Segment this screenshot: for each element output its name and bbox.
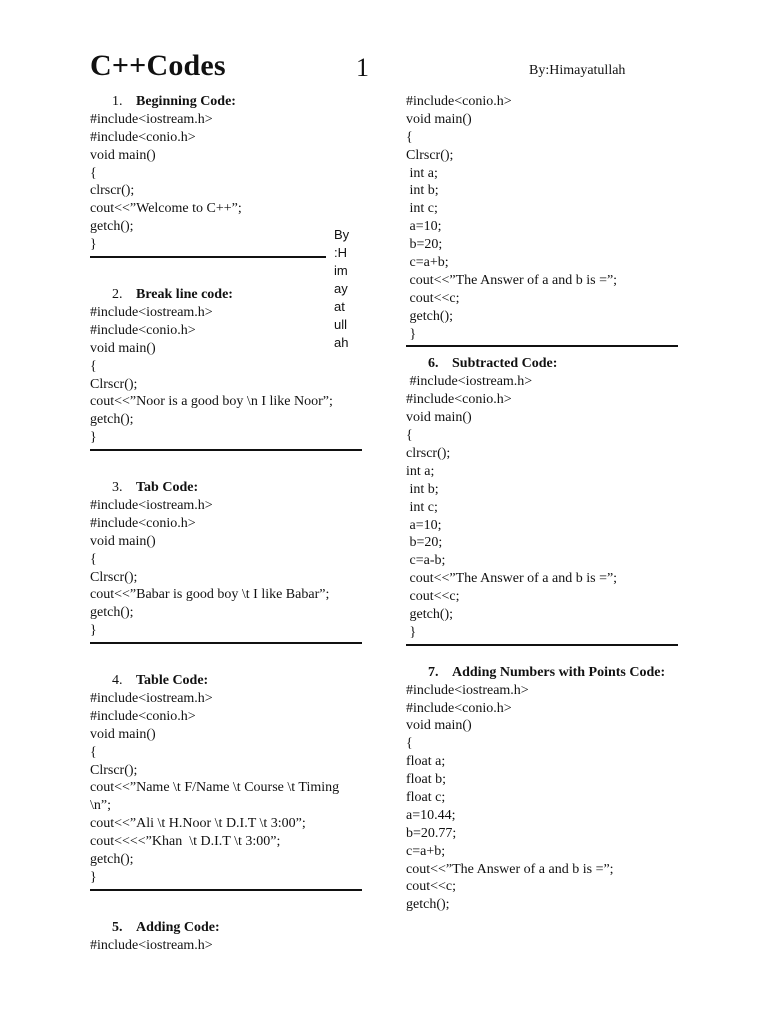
code-line: int b;	[406, 183, 439, 199]
side-note-fragment: ay	[334, 281, 348, 296]
code-line: int a;	[406, 165, 438, 181]
code-line: {	[90, 744, 97, 760]
code-line: getch();	[406, 606, 454, 622]
code-line: #include<iostream.h>	[90, 304, 213, 320]
code-line: void main()	[90, 726, 156, 742]
code-line: Clrscr();	[406, 147, 454, 163]
section-number: 6.	[428, 356, 439, 372]
code-line: b=20.77;	[406, 825, 457, 841]
code-line: void main()	[90, 147, 156, 163]
code-line: {	[90, 165, 97, 181]
code-line: #include<conio.h>	[90, 708, 196, 724]
section-heading-tab	[90, 479, 362, 497]
code-line: #include<conio.h>	[406, 392, 512, 408]
code-line: cout<<”Noor is a good boy \n I like Noor”;	[90, 394, 333, 410]
code-line: int c;	[406, 201, 438, 217]
section-number: 1.	[112, 94, 123, 109]
code-line: cout<<”The Answer of a and b is =”;	[406, 861, 614, 877]
code-line: getch();	[90, 219, 134, 235]
code-line: getch();	[406, 308, 454, 324]
code-line: c=a+b;	[406, 255, 449, 271]
section-number: 7.	[428, 664, 439, 680]
code-line: #include<conio.h>	[406, 94, 512, 109]
code-line: #include<iostream.h>	[90, 937, 213, 953]
code-line: void main()	[406, 410, 472, 426]
code-line: {	[90, 551, 97, 567]
code-line: int a;	[406, 463, 435, 479]
side-note-fragment: :H	[334, 245, 347, 260]
code-line: }	[90, 430, 97, 446]
code-line: #include<iostream.h>	[90, 497, 213, 513]
code-line: #include<iostream.h>	[406, 374, 533, 390]
section-title: Subtracted Code:	[452, 356, 558, 372]
code-line: {	[90, 358, 97, 374]
code-line: cout<<”Babar is good boy \t I like Babar”;	[90, 587, 330, 603]
code-line: b=20;	[406, 535, 443, 551]
section-number: 3.	[112, 480, 123, 496]
code-line: Clrscr();	[90, 569, 138, 585]
section-title: Beginning Code:	[136, 94, 236, 109]
code-line: c=a+b;	[406, 843, 446, 859]
code-line: cout<<”Name \t F/Name \t Course \t Timing \n”;	[90, 780, 343, 814]
code-line: b=20;	[406, 237, 443, 253]
code-line: void main()	[406, 111, 472, 127]
code-line: #include<conio.h>	[90, 322, 196, 338]
code-line: cout<<c;	[406, 589, 460, 605]
section-heading-adding-points	[406, 664, 678, 682]
code-line: a=10.44;	[406, 807, 456, 823]
code-line: Clrscr();	[90, 762, 138, 778]
code-line: Clrscr();	[90, 376, 138, 392]
code-line: #include<conio.h>	[406, 700, 512, 716]
code-line: cout<<c;	[406, 290, 460, 306]
code-line: cout<<”The Answer of a and b is =”;	[406, 571, 618, 587]
code-line: getch();	[90, 605, 134, 621]
section-heading-break-line	[90, 286, 362, 304]
section-title: Adding Numbers with Points Code:	[452, 664, 666, 680]
document-title: C++Codes	[90, 49, 226, 82]
code-line: cout<<<<”Khan \t D.I.T \t 3:00”;	[90, 834, 281, 850]
code-line: {	[406, 736, 413, 752]
code-line: void main()	[90, 533, 156, 549]
code-line: cout<<”Ali \t H.Noor \t D.I.T \t 3:00”;	[90, 816, 306, 832]
code-block-subtracted	[406, 373, 678, 641]
page-number: 1	[356, 53, 369, 82]
code-line: int c;	[406, 499, 438, 515]
code-block-adding	[90, 937, 362, 955]
code-line: a=10;	[406, 219, 442, 235]
section-number: 5.	[112, 919, 123, 935]
section-title: Adding Code:	[136, 919, 220, 935]
code-block-beginning	[90, 111, 362, 254]
code-line: }	[406, 326, 417, 342]
code-line: }	[90, 237, 97, 253]
code-line: }	[90, 869, 97, 885]
side-note-fragment: ull	[334, 317, 348, 332]
section-number: 4.	[112, 673, 123, 689]
section-title: Table Code:	[136, 673, 209, 689]
code-line: #include<iostream.h>	[406, 682, 529, 698]
code-line: getch();	[90, 412, 134, 428]
section-title: Tab Code:	[136, 480, 199, 496]
code-line: getch();	[90, 852, 134, 868]
section-number: 2.	[112, 287, 123, 303]
code-line: clrscr();	[90, 183, 135, 199]
code-block-tab	[90, 497, 362, 640]
code-line: #include<conio.h>	[90, 129, 196, 145]
side-note-fragment: im	[334, 263, 348, 278]
code-block-adding-points	[406, 682, 678, 915]
section-heading-adding	[90, 919, 362, 937]
left-column	[90, 93, 362, 955]
section-heading-beginning	[90, 93, 362, 111]
code-line: clrscr();	[406, 445, 451, 461]
code-line: void main()	[406, 718, 472, 734]
section-heading-subtracted	[406, 355, 678, 373]
side-note-fragment: By	[334, 227, 350, 242]
code-line: {	[406, 428, 413, 444]
section-heading-table	[90, 672, 362, 690]
code-line: float a;	[406, 754, 446, 770]
code-line: cout<<”Welcome to C++”;	[90, 201, 242, 217]
code-line: cout<<c;	[406, 879, 456, 895]
code-line: a=10;	[406, 517, 442, 533]
code-line: #include<conio.h>	[90, 515, 196, 531]
author-byline: By:Himayatullah	[529, 63, 626, 78]
code-line: #include<iostream.h>	[90, 691, 213, 707]
right-column	[406, 93, 678, 914]
code-line: float b;	[406, 772, 447, 788]
code-line: int b;	[406, 481, 439, 497]
code-line: void main()	[90, 340, 156, 356]
code-line: float c;	[406, 790, 446, 806]
code-line: {	[406, 129, 413, 145]
code-line: }	[90, 623, 97, 639]
code-line: c=a-b;	[406, 553, 446, 569]
code-line: }	[406, 624, 417, 640]
code-block-table	[90, 690, 362, 887]
side-note-fragment: at	[334, 299, 345, 314]
code-line: cout<<”The Answer of a and b is =”;	[406, 272, 618, 288]
code-block-break-line	[90, 304, 362, 447]
code-line: getch();	[406, 897, 450, 913]
code-line: #include<iostream.h>	[90, 111, 213, 127]
code-block-adding-continued	[406, 93, 678, 343]
side-note-fragment: ah	[334, 335, 349, 350]
section-title: Break line code:	[136, 287, 233, 303]
